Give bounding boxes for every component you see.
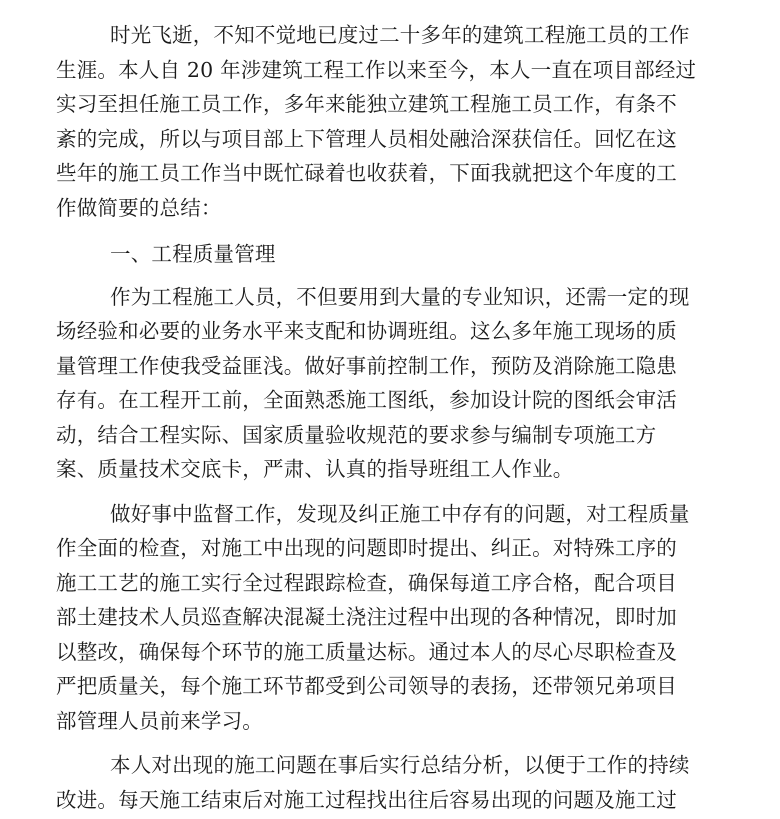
heading-text: 一、工程质量管理	[110, 242, 276, 266]
analysis-paragraph	[56, 748, 740, 817]
text-line: 量管理工作使我受益匪浅。做好事前控制工作，预防及消除施工隐患	[56, 353, 677, 378]
text-line: 部管理人员前来学习。	[56, 708, 263, 733]
section-heading	[56, 237, 740, 272]
paragraph-gap	[56, 738, 740, 748]
quality-paragraph	[56, 280, 740, 487]
text-line: 动，结合工程实际、国家质量验收规范的要求参与编制专项施工方	[56, 422, 657, 447]
text-line: 生涯。本人自 20 年涉建筑工程工作以来至今，本人一直在项目部经过	[56, 57, 697, 82]
text-line: 改进。每天施工结束后对施工过程找出往后容易出现的问题及施工过	[56, 787, 677, 812]
text-line: 严把质量关，每个施工环节都受到公司领导的表扬，还带领兄弟项目	[56, 674, 677, 698]
text-line: 以整改，确保每个环节的施工质量达标。通过本人的尽心尽职检查及	[56, 639, 677, 664]
text-line: 施工工艺的施工实行全过程跟踪检查，确保每道工序合格，配合项目	[56, 570, 677, 595]
text-line: 些年的施工员工作当中既忙碌着也收获着，下面我就把这个年度的工	[56, 161, 677, 185]
intro-paragraph	[56, 18, 740, 225]
paragraph-gap	[56, 487, 740, 497]
text-line: 本人对出现的施工问题在事后实行总结分析，以便于工作的持续	[110, 753, 690, 777]
text-line: 场经验和必要的业务水平来支配和协调班组。这么多年施工现场的质	[56, 319, 677, 343]
text-line: 作做简要的总结：	[56, 195, 222, 220]
document-page	[56, 18, 740, 817]
text-line: 紊的完成，所以与项目部上下管理人员相处融洽深获信任。回忆在这	[56, 126, 677, 151]
text-line: 存有。在工程开工前，全面熟悉施工图纸，参加设计院的图纸会审活	[56, 388, 677, 412]
text-line: 做好事中监督工作，发现及纠正施工中存有的问题，对工程质量	[110, 501, 690, 526]
text-line: 部土建技术人员巡查解决混凝土浇注过程中出现的各种情况，即时加	[56, 605, 677, 629]
supervision-paragraph	[56, 497, 740, 739]
text-line: 实习至担任施工员工作，多年来能独立建筑工程施工员工作，有条不	[56, 92, 677, 116]
text-line: 作为工程施工人员，不但要用到大量的专业知识，还需一定的现	[110, 284, 690, 309]
text-line: 案、质量技术交底卡，严肃、认真的指导班组工人作业。	[56, 457, 574, 481]
text-line: 时光飞逝，不知不觉地已度过二十多年的建筑工程施工员的工作	[110, 23, 690, 47]
text-line: 作全面的检查，对施工中出现的问题即时提出、纠正。对特殊工序的	[56, 536, 677, 560]
